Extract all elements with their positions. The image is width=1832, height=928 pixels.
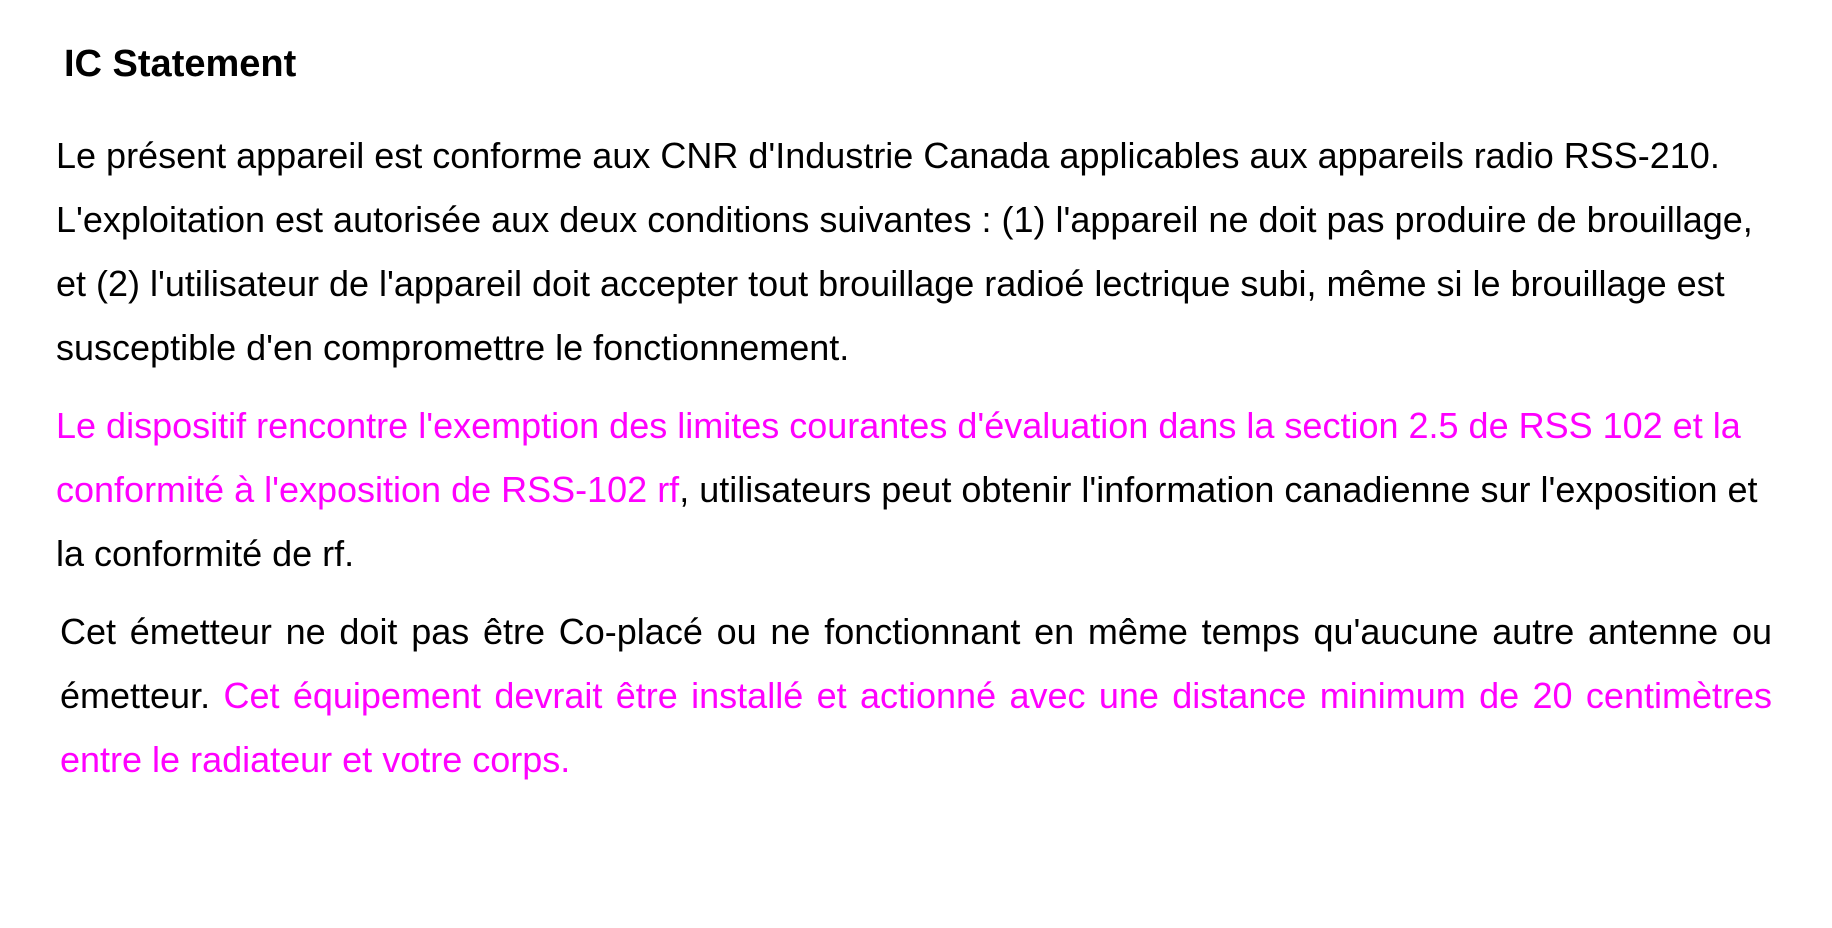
paragraph-ic-compliance: Le présent appareil est conforme aux CNR d'Industrie Canada applicables aux appareils radio RSS-210. L'exploitation est autorisée aux deux conditions suivantes : (1) l'appareil ne doit pas produire de brouillage, et (2) l'utilisateur de l'appareil doit accepter tout brouillage radioé lectrique subi, même si le brouillage est susceptible d'en compromettre le fonctionnement. xyxy=(56,135,1753,368)
paragraph-rf-exposure-highlight: Le dispositif rencontre l'exemption des limites courantes d'évaluation dans la section 2.5 de RSS 102 et la conformité à l'exposition de RSS-102 rf xyxy=(56,405,1741,510)
paragraph-rf-exposure xyxy=(56,394,1776,586)
paragraph-rf-exposure-text: , utilisateurs peut obtenir l'information canadienne sur l'exposition et la conformité de rf. xyxy=(56,469,1758,574)
document-title: IC Statement xyxy=(64,43,297,85)
paragraph-colocation-text: Cet émetteur ne doit pas être Co-placé ou ne fonctionnant en même temps qu'aucune autre antenne ou émetteur. xyxy=(60,611,1772,716)
paragraph-colocation xyxy=(60,600,1772,792)
paragraph-colocation-highlight: Cet équipement devrait être installé et actionné avec une distance minimum de 20 centimètres entre le radiateur et votre corps. xyxy=(60,675,1772,780)
